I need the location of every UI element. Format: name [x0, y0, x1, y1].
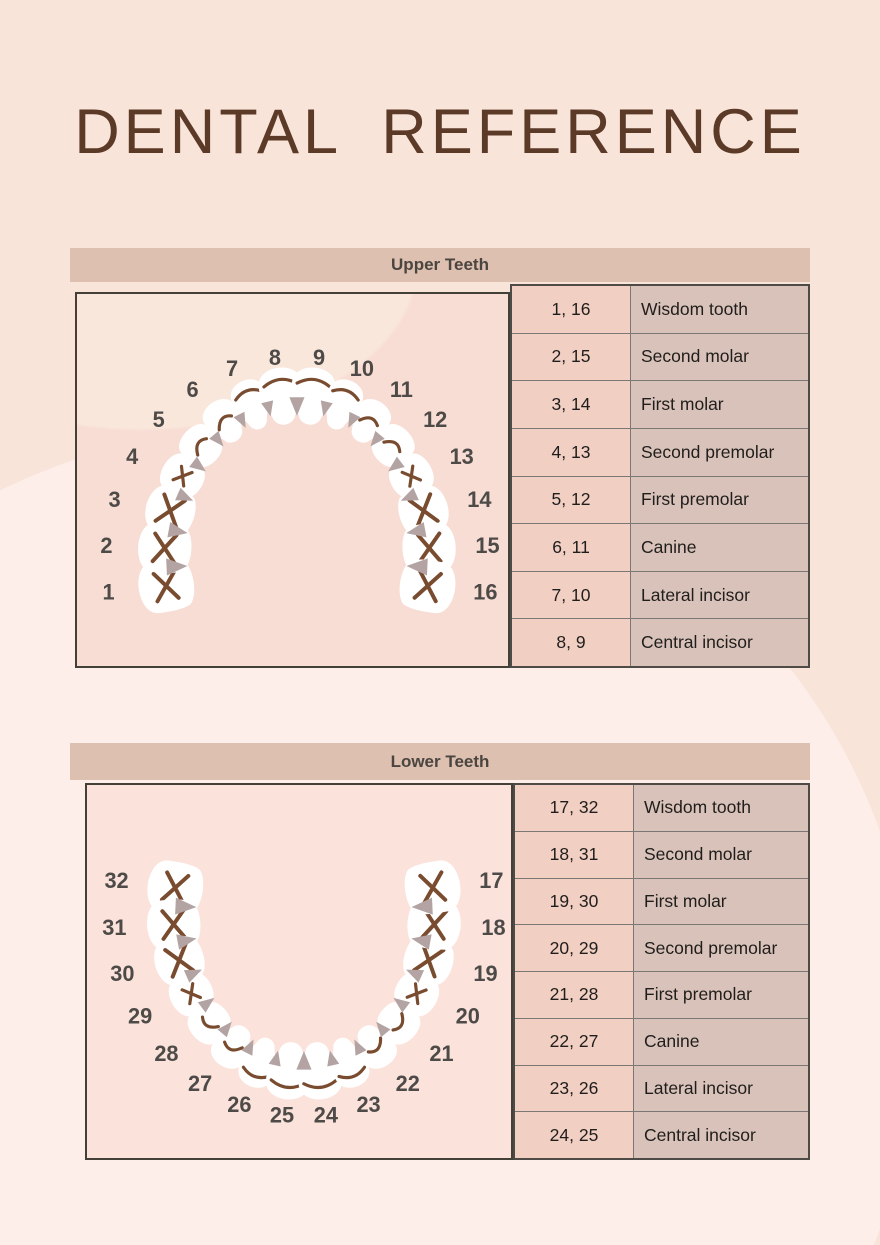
- table-row: [515, 972, 808, 1019]
- table-row: [515, 1066, 808, 1113]
- tooth-name-cell: Second premolar: [634, 925, 808, 971]
- table-row: [515, 832, 808, 879]
- tooth-name-cell: First premolar: [634, 972, 808, 1018]
- tooth-number-label: 3: [108, 486, 121, 512]
- upper-teeth-section-header: [70, 248, 810, 282]
- tooth-numbers-cell: 17, 32: [515, 785, 634, 831]
- tooth-number-label: 28: [154, 1041, 179, 1067]
- tooth-numbers-cell: 5, 12: [512, 477, 631, 524]
- tooth-number-label: 8: [268, 345, 281, 371]
- tooth-numbers-cell: 8, 9: [512, 619, 631, 666]
- table-row: [515, 785, 808, 832]
- upper-teeth-diagram-box: [75, 292, 510, 668]
- tooth-name-cell: Canine: [634, 1019, 808, 1065]
- tooth-name-cell: Canine: [631, 524, 808, 571]
- tooth-name-cell: Wisdom tooth: [634, 785, 808, 831]
- tooth-number-label: 21: [429, 1041, 454, 1067]
- tooth-name-cell: First molar: [631, 381, 808, 428]
- tooth-number-label: 30: [110, 960, 135, 986]
- tooth-number-label: 19: [473, 960, 498, 986]
- table-row: [515, 1112, 808, 1158]
- tooth-name-cell: Wisdom tooth: [631, 286, 808, 333]
- tooth-numbers-cell: 20, 29: [515, 925, 634, 971]
- upper-teeth-section-label: Upper Teeth: [391, 255, 489, 274]
- table-row: [512, 286, 808, 334]
- lower-teeth-diagram: [87, 785, 511, 1158]
- table-row: [515, 1019, 808, 1066]
- tooth-number-label: 17: [479, 868, 504, 894]
- tooth-name-cell: First premolar: [631, 477, 808, 524]
- tooth-number-label: 32: [104, 868, 129, 894]
- table-row: [512, 572, 808, 620]
- tooth-numbers-cell: 3, 14: [512, 381, 631, 428]
- tooth-number-label: 15: [475, 532, 500, 558]
- table-row: [512, 477, 808, 525]
- tooth-number-label: 4: [126, 444, 139, 470]
- tooth-number-label: 2: [100, 532, 113, 558]
- tooth-number-label: 29: [128, 1003, 153, 1029]
- lower-teeth-section-header: [70, 743, 810, 780]
- tooth-number-label: 16: [473, 579, 498, 605]
- tooth-name-cell: Central incisor: [634, 1112, 808, 1158]
- tooth-number-label: 5: [152, 406, 165, 432]
- tooth-number-label: 22: [395, 1070, 420, 1096]
- table-row: [512, 619, 808, 666]
- tooth-numbers-cell: 7, 10: [512, 572, 631, 619]
- lower-teeth-table: [513, 783, 810, 1160]
- tooth-numbers-cell: 22, 27: [515, 1019, 634, 1065]
- tooth-number-label: 24: [313, 1102, 339, 1128]
- upper-teeth-diagram: [77, 294, 508, 666]
- tooth-number-label: 9: [312, 345, 326, 371]
- tooth-number-label: 7: [225, 355, 239, 381]
- tooth-name-cell: Lateral incisor: [634, 1066, 808, 1112]
- page-title: DENTAL REFERENCE: [74, 97, 806, 167]
- tooth-name-cell: Central incisor: [631, 619, 808, 666]
- tooth-number-label: 1: [102, 579, 115, 605]
- tooth-name-cell: First molar: [634, 879, 808, 925]
- tooth-number-label: 26: [227, 1091, 252, 1117]
- tooth-name-cell: Second molar: [631, 334, 808, 381]
- tooth-number-label: 25: [269, 1102, 295, 1128]
- tooth-number-label: 20: [455, 1003, 480, 1029]
- tooth-number-label: 6: [186, 376, 199, 402]
- lower-teeth-diagram-box: [85, 783, 513, 1160]
- tooth-number-label: 27: [188, 1070, 213, 1096]
- tooth-number-label: 11: [389, 376, 413, 402]
- lower-teeth-section-label: Lower Teeth: [390, 751, 490, 771]
- tooth-name-cell: Lateral incisor: [631, 572, 808, 619]
- tooth-numbers-cell: 18, 31: [515, 832, 634, 878]
- tooth-numbers-cell: 24, 25: [515, 1112, 634, 1158]
- tooth-number-label: 10: [349, 355, 374, 381]
- tooth-numbers-cell: 4, 13: [512, 429, 631, 476]
- tooth-number-label: 12: [423, 406, 448, 432]
- tooth-number-label: 31: [102, 914, 127, 940]
- tooth-numbers-cell: 19, 30: [515, 879, 634, 925]
- tooth-numbers-cell: 21, 28: [515, 972, 634, 1018]
- table-row: [512, 334, 808, 382]
- tooth-name-cell: Second molar: [634, 832, 808, 878]
- tooth-name-cell: Second premolar: [631, 429, 808, 476]
- tooth-numbers-cell: 1, 16: [512, 286, 631, 333]
- table-row: [512, 429, 808, 477]
- table-row: [512, 381, 808, 429]
- tooth-numbers-cell: 2, 15: [512, 334, 631, 381]
- upper-teeth-table: [510, 284, 810, 668]
- tooth-numbers-cell: 6, 11: [512, 524, 631, 571]
- table-row: [515, 925, 808, 972]
- tooth-numbers-cell: 23, 26: [515, 1066, 634, 1112]
- table-row: [512, 524, 808, 572]
- table-row: [515, 879, 808, 926]
- tooth-number-label: 18: [481, 914, 506, 940]
- tooth-number-label: 13: [449, 444, 474, 470]
- tooth-number-label: 14: [467, 486, 492, 512]
- tooth-number-label: 23: [356, 1091, 381, 1117]
